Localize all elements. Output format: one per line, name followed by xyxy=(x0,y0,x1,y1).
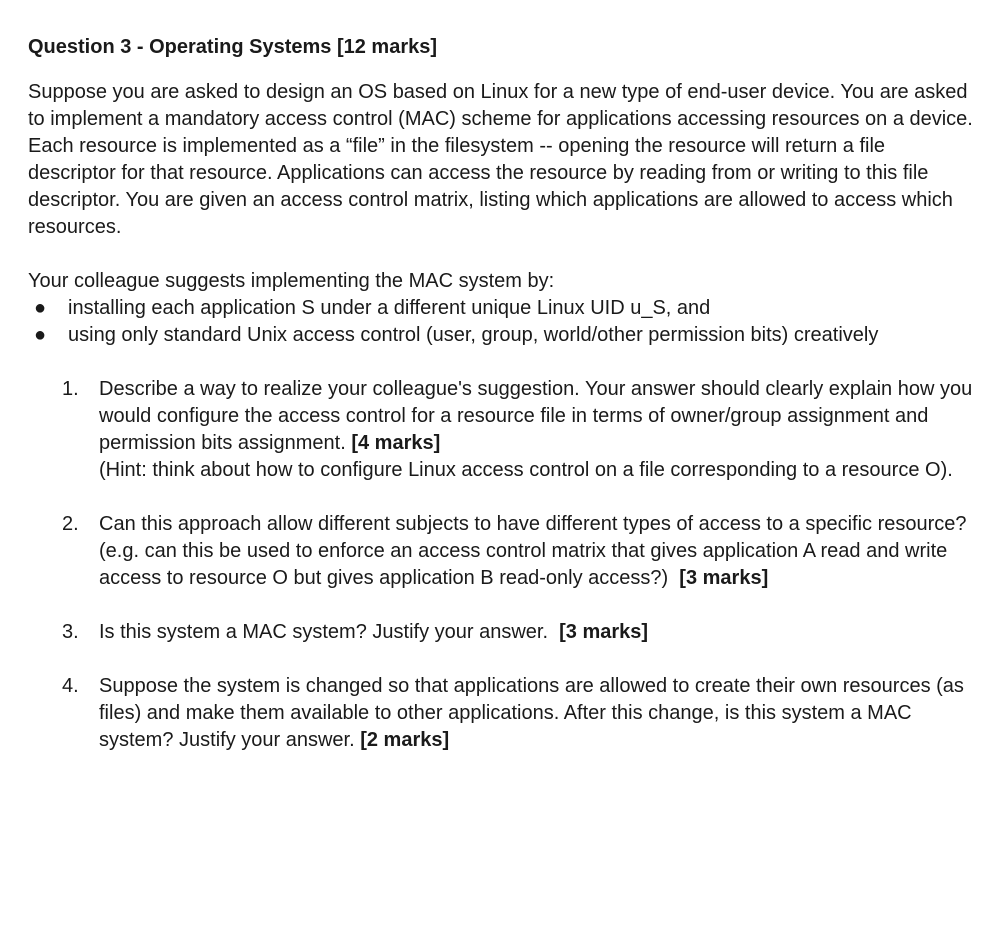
sub-question-4 xyxy=(28,673,978,754)
intro-paragraph: Suppose you are asked to design an OS based on Linux for a new type of end-user device. You are asked to implement a mandatory access control (MAC) scheme for applications accessing resources on a device. Each resource is implemented as a “file” in the filesystem -- opening the resource will return a file descriptor for that resource. Applications can access the resource by reading from or writing to this file descriptor. You are given an access control matrix, listing which applications are allowed to access which resources. xyxy=(28,81,973,238)
bullet-icon: ● xyxy=(34,324,47,346)
question-number: 4. xyxy=(62,675,79,697)
marks-label: [2 marks] xyxy=(360,729,450,751)
list-item xyxy=(28,322,978,349)
sub-question-1 xyxy=(28,376,978,484)
suggestion-list xyxy=(28,295,978,349)
marks-label: [3 marks] xyxy=(679,567,769,589)
question-title: Question 3 - Operating Systems [12 marks] xyxy=(28,36,438,58)
question-text: Is this system a MAC system? Justify your answer. xyxy=(99,621,549,643)
bullet-icon: ● xyxy=(34,297,47,319)
list-item xyxy=(28,295,978,322)
question-hint: (Hint: think about how to configure Linux access control on a file corresponding to a resource O). xyxy=(99,459,953,481)
question-number: 2. xyxy=(62,513,79,535)
marks-label: [3 marks] xyxy=(559,621,649,643)
sub-questions xyxy=(28,376,978,754)
question-text: Suppose the system is changed so that applications are allowed to create their own resources (as files) and make them available to other applications. After this change, is this system a MAC system? Justify your answer. xyxy=(99,675,964,751)
bullet-text: using only standard Unix access control (user, group, world/other permission bits) creatively xyxy=(68,324,879,346)
sub-question-3 xyxy=(28,619,978,646)
question-number: 1. xyxy=(62,378,79,400)
marks-label: [4 marks] xyxy=(351,432,441,454)
question-text: Can this approach allow different subjects to have different types of access to a specific resource? (e.g. can this be used to enforce an access control matrix that gives application A read and write access to resource O but gives application B read-only access?) xyxy=(99,513,967,589)
bullet-text: installing each application S under a different unique Linux UID u_S, and xyxy=(68,297,711,319)
document xyxy=(28,34,978,781)
question-text: Describe a way to realize your colleague's suggestion. Your answer should clearly explain how you would configure the access control for a resource file in terms of owner/group assignment and permission bits assignment. xyxy=(99,378,973,454)
sub-question-2 xyxy=(28,511,978,592)
question-number: 3. xyxy=(62,621,79,643)
colleague-intro: Your colleague suggests implementing the MAC system by: xyxy=(28,270,555,292)
